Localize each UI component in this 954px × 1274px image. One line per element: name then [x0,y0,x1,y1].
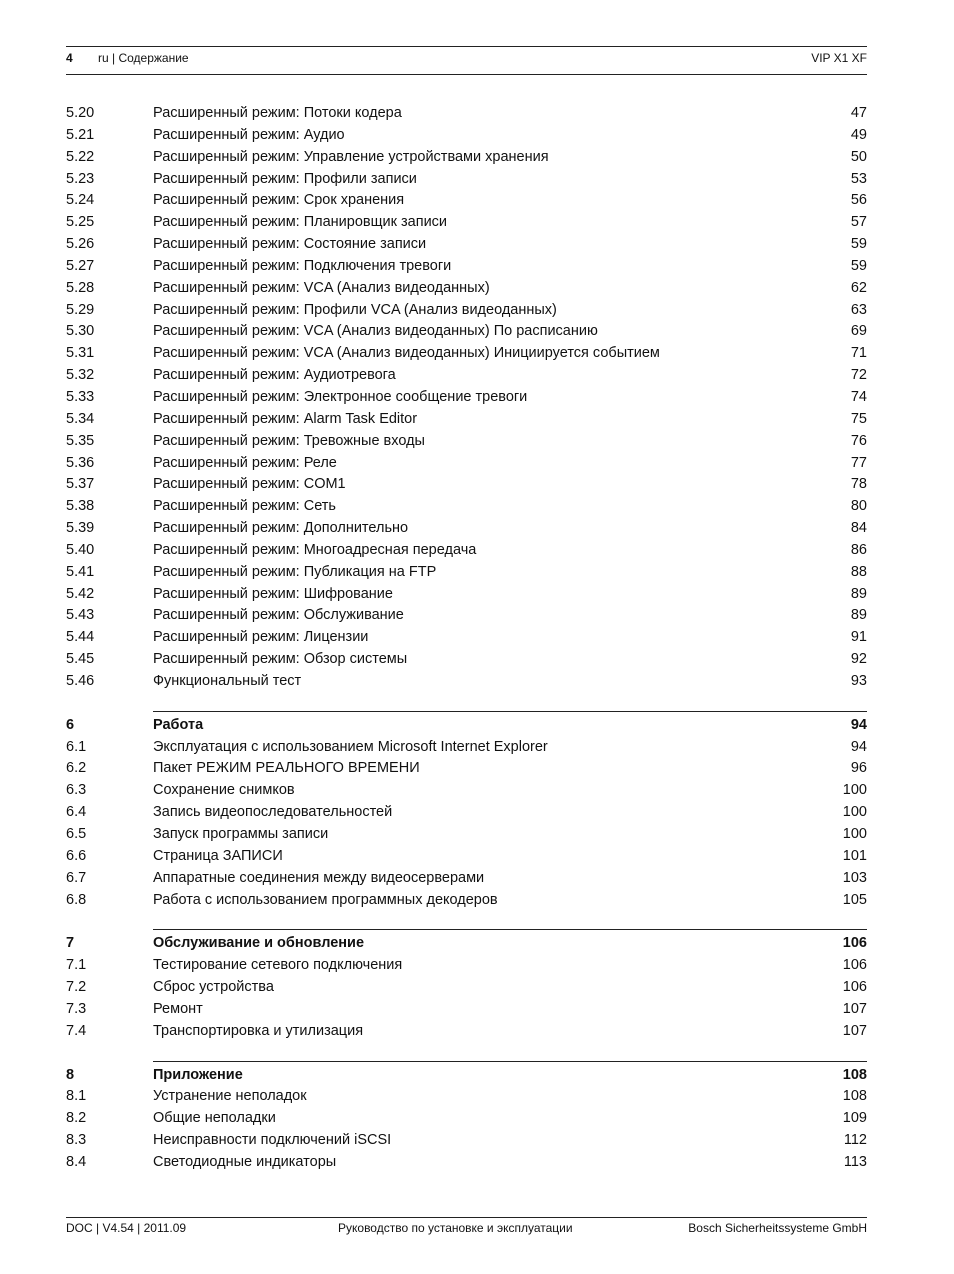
toc-entry-title: Расширенный режим: Профили записи [153,170,417,187]
toc-entry[interactable] [66,977,867,999]
footer-company: Bosch Sicherheitssysteme GmbH [688,1221,867,1235]
toc-entry-page: 94 [850,716,867,733]
toc-entry-title: Расширенный режим: Состояние записи [153,236,427,253]
toc-entry-page: 75 [850,410,867,427]
toc-entry-number: 5.27 [66,257,95,274]
toc-entry-page: 109 [842,1110,867,1127]
toc-entry[interactable] [66,496,867,518]
toc-entry-title: Расширенный режим: Подключения тревоги [153,257,452,274]
toc-entry-title: Расширенный режим: Дополнительно [153,520,409,537]
toc-entry-title: Расширенный режим: Сеть [153,498,336,515]
toc-entry-number: 6.5 [66,826,87,842]
toc-entry-number: 5.21 [66,126,95,143]
toc-entry-page: 56 [850,192,867,209]
toc-entry-title: Запись видеопоследовательностей [153,804,393,821]
toc-entry-number: 8 [66,1066,75,1083]
toc-entry-title: Аппаратные соединения между видеосерверами [153,869,485,886]
toc-entry-title: Расширенный режим: Обзор системы [153,651,408,668]
toc-entry-number: 5.30 [66,323,95,340]
toc-entry-title: Расширенный режим: VCA (Анализ видеоданных) Инициируется событием [153,345,660,362]
toc-entry[interactable] [66,387,867,409]
toc-entry-title: Расширенный режим: Реле [153,454,337,471]
toc-entry[interactable] [66,321,867,343]
toc-entry[interactable] [66,1152,867,1174]
toc-entry-page: 62 [850,279,867,296]
toc-entry-page: 47 [850,105,867,121]
toc-entry-page: 91 [850,629,867,646]
toc-chapter-entry[interactable] [66,933,867,955]
toc-entry-number: 7.2 [66,979,87,996]
toc-entry-title: Неисправности подключений iSCSI [153,1132,392,1149]
toc-entry-title: Работа с использованием программных декодеров [153,891,498,908]
toc-entry[interactable] [66,234,867,256]
toc-entry-number: 5.41 [66,563,95,580]
toc-entry-title: Тестирование сетевого подключения [153,957,403,974]
toc-entry-title: Расширенный режим: Управление устройствами хранения [153,148,549,165]
toc-entry[interactable] [66,999,867,1021]
toc-entry[interactable] [66,125,867,147]
toc-entry-number: 5.43 [66,607,95,624]
toc-entry[interactable] [66,343,867,365]
toc-entry-number: 8.1 [66,1088,87,1105]
chapter-rule [153,711,867,712]
toc-entry-page: 100 [842,804,867,821]
toc-entry-number: 6.1 [66,738,87,755]
toc-entry[interactable] [66,1021,867,1043]
toc-entry-title: Расширенный режим: Шифрование [153,585,393,602]
page-number: 4 [66,51,73,65]
toc-entry-number: 5.20 [66,105,95,121]
toc-entry-number: 5.44 [66,629,95,646]
page-header [66,51,867,67]
toc-entry-page: 89 [850,585,867,602]
toc-entry[interactable] [66,431,867,453]
chapter-gap [66,1043,867,1062]
toc-entry-page: 107 [842,1022,867,1039]
toc-entry[interactable] [66,212,867,234]
toc-entry-title: Транспортировка и утилизация [153,1022,364,1039]
header-top-rule [66,46,867,47]
toc-entry-title: Расширенный режим: Срок хранения [153,192,405,209]
toc-entry-page: 71 [850,345,867,362]
toc-entry[interactable] [66,627,867,649]
toc-entry-title: Расширенный режим: Аудиотревога [153,367,396,384]
toc-entry-number: 6.6 [66,847,87,864]
toc-entry-number: 6.2 [66,760,87,777]
toc-entry-page: 108 [842,1066,867,1083]
toc-entry-page: 106 [842,979,867,996]
chapter-gap [66,911,867,930]
toc-entry-page: 59 [850,236,867,253]
toc-entry-title: Сохранение снимков [153,782,295,799]
toc-entry-number: 5.31 [66,345,95,362]
toc-entry[interactable] [66,453,867,475]
toc-entry-number: 5.25 [66,214,95,231]
toc-entry-number: 8.2 [66,1110,87,1127]
toc-entry-number: 7.1 [66,957,87,974]
toc-entry[interactable] [66,890,867,912]
toc-entry-page: 80 [850,498,867,515]
toc-entry-page: 86 [850,541,867,558]
toc-entry-number: 7 [66,935,75,952]
toc-entry-title: Расширенный режим: Тревожные входы [153,432,425,449]
toc-entry-number: 5.24 [66,192,95,209]
toc-entry-title: Расширенный режим: Планировщик записи [153,214,448,231]
toc-entry-page: 94 [850,738,867,755]
toc-entry-title: Расширенный режим: VCA (Анализ видеоданных) По расписанию [153,323,598,340]
toc-entry[interactable] [66,409,867,431]
toc-entry-page: 59 [850,257,867,274]
toc-entry-page: 69 [850,323,867,340]
toc-entry-page: 92 [850,651,867,668]
toc-entry[interactable] [66,780,867,802]
toc-entry-page: 112 [843,1132,867,1149]
toc-entry-page: 72 [850,367,867,384]
toc-entry-page: 100 [842,826,867,842]
toc-entry-page: 103 [842,869,867,886]
toc-entry-page: 74 [850,388,867,405]
toc-entry[interactable] [66,758,867,780]
toc-entry-page: 76 [850,432,867,449]
toc-entry-title: Сброс устройства [153,979,274,996]
toc-entry-title: Расширенный режим: COM1 [153,476,346,493]
toc-entry-page: 63 [850,301,867,318]
toc-entry-number: 5.42 [66,585,95,602]
toc-entry[interactable] [66,605,867,627]
toc-entry-number: 5.40 [66,541,95,558]
toc-entry-page: 101 [842,847,867,864]
toc-entry-title: Расширенный режим: VCA (Анализ видеоданных) [153,279,490,296]
toc-entry-number: 6.3 [66,782,87,799]
toc-entry-page: 84 [850,520,867,537]
toc-entry-number: 5.45 [66,651,95,668]
page-footer [66,1221,867,1237]
toc-entry[interactable] [66,1108,867,1130]
toc-entry-title: Расширенный режим: Обслуживание [153,607,404,624]
toc-entry[interactable] [66,562,867,584]
toc-entry-page: 106 [842,957,867,974]
toc-entry[interactable] [66,365,867,387]
toc-entry-page: 106 [842,935,867,952]
toc-entry-number: 7.4 [66,1022,87,1039]
toc-entry-page: 57 [850,214,867,231]
toc-entry[interactable] [66,1130,867,1152]
toc-entry-page: 107 [842,1000,867,1017]
toc-entry[interactable] [66,824,867,846]
header-bottom-rule [66,74,867,75]
toc-entry-title: Общие неполадки [153,1110,276,1127]
toc-entry[interactable] [66,649,867,671]
toc-entry-number: 5.23 [66,170,95,187]
toc-entry-page: 88 [850,563,867,580]
toc-entry-number: 6.7 [66,869,87,886]
toc-entry-number: 5.46 [66,672,95,689]
toc-entry-number: 5.26 [66,236,95,253]
footer-title: Руководство по установке и эксплуатации [338,1221,573,1235]
toc-entry-title: Устранение неполадок [153,1088,307,1105]
toc-entry-title: Обслуживание и обновление [153,935,365,952]
toc-entry-number: 5.38 [66,498,95,515]
toc-entry[interactable] [66,802,867,824]
toc-entry[interactable] [66,1086,867,1108]
toc-entry-number: 5.32 [66,367,95,384]
toc-entry-page: 89 [850,607,867,624]
toc-entry[interactable] [66,169,867,191]
toc-entry-title: Светодиодные индикаторы [153,1153,337,1170]
toc-entry-number: 5.29 [66,301,95,318]
toc-entry-title: Расширенный режим: Профили VCA (Анализ видеоданных) [153,301,557,318]
toc-entry-number: 6.4 [66,804,87,821]
toc-entry[interactable] [66,474,867,496]
toc-entry[interactable] [66,540,867,562]
toc-entry-page: 49 [850,126,867,143]
toc-entry-number: 6.8 [66,891,87,908]
header-section: ru | Содержание [98,51,189,65]
toc-entry-title: Расширенный режим: Публикация на FTP [153,563,437,580]
toc-entry-title: Приложение [153,1066,243,1083]
toc-entry[interactable] [66,671,867,693]
toc-entry-number: 6 [66,716,75,733]
toc-entry-page: 78 [850,476,867,493]
chapter-gap [66,693,867,712]
toc-entry-number: 5.22 [66,148,95,165]
toc-entry-title: Расширенный режим: Многоадресная передача [153,541,477,558]
toc-entry-page: 108 [842,1088,867,1105]
toc-entry-title: Расширенный режим: Лицензии [153,629,369,646]
toc-entry[interactable] [66,955,867,977]
toc-entry-number: 5.39 [66,520,95,537]
toc-entry-title: Расширенный режим: Аудио [153,126,345,143]
chapter-rule [153,929,867,930]
toc-entry-title: Функциональный тест [153,672,302,689]
toc-entry-title: Работа [153,716,204,733]
toc-entry-number: 5.36 [66,454,95,471]
toc-entry-number: 5.34 [66,410,95,427]
toc-entry-page: 93 [850,672,867,689]
toc-entry-title: Страница ЗАПИСИ [153,847,283,864]
chapter-rule [153,1061,867,1062]
toc-entry[interactable] [66,846,867,868]
toc-entry-page: 77 [850,454,867,471]
toc-entry[interactable] [66,584,867,606]
toc-chapter-entry[interactable] [66,715,867,737]
toc-entry-number: 7.3 [66,1000,87,1017]
toc-chapter-entry[interactable] [66,1065,867,1087]
toc-entry-title: Запуск программы записи [153,826,329,842]
toc-entry-title: Пакет РЕЖИМ РЕАЛЬНОГО ВРЕМЕНИ [153,760,420,777]
toc-entry-page: 96 [850,760,867,777]
toc-entry-page: 105 [842,891,867,908]
toc-entry-title: Расширенный режим: Электронное сообщение тревоги [153,388,528,405]
toc-entry[interactable] [66,300,867,322]
table-of-contents [66,103,867,1174]
footer-rule [66,1217,867,1218]
toc-entry-number: 5.33 [66,388,95,405]
toc-entry[interactable] [66,147,867,169]
toc-entry-title: Эксплуатация с использованием Microsoft Internet Explorer [153,738,548,755]
toc-entry[interactable] [66,103,867,125]
toc-entry-number: 5.37 [66,476,95,493]
toc-entry-page: 50 [850,148,867,165]
toc-entry[interactable] [66,278,867,300]
toc-entry[interactable] [66,256,867,278]
footer-doc-version: DOC | V4.54 | 2011.09 [66,1221,187,1235]
toc-entry-number: 8.3 [66,1132,87,1149]
toc-entry-page: 53 [850,170,867,187]
toc-entry-number: 5.28 [66,279,95,296]
toc-entry-number: 5.35 [66,432,95,449]
toc-entry-page: 100 [842,782,867,799]
toc-entry[interactable] [66,868,867,890]
toc-entry-page: 113 [843,1153,867,1170]
toc-entry-title: Ремонт [153,1000,203,1017]
toc-entry-title: Расширенный режим: Alarm Task Editor [153,410,418,427]
toc-entry-title: Расширенный режим: Потоки кодера [153,105,402,121]
toc-entry[interactable] [66,737,867,759]
toc-entry[interactable] [66,190,867,212]
header-product: VIP X1 XF [811,51,867,65]
toc-entry-number: 8.4 [66,1153,87,1170]
toc-entry[interactable] [66,518,867,540]
